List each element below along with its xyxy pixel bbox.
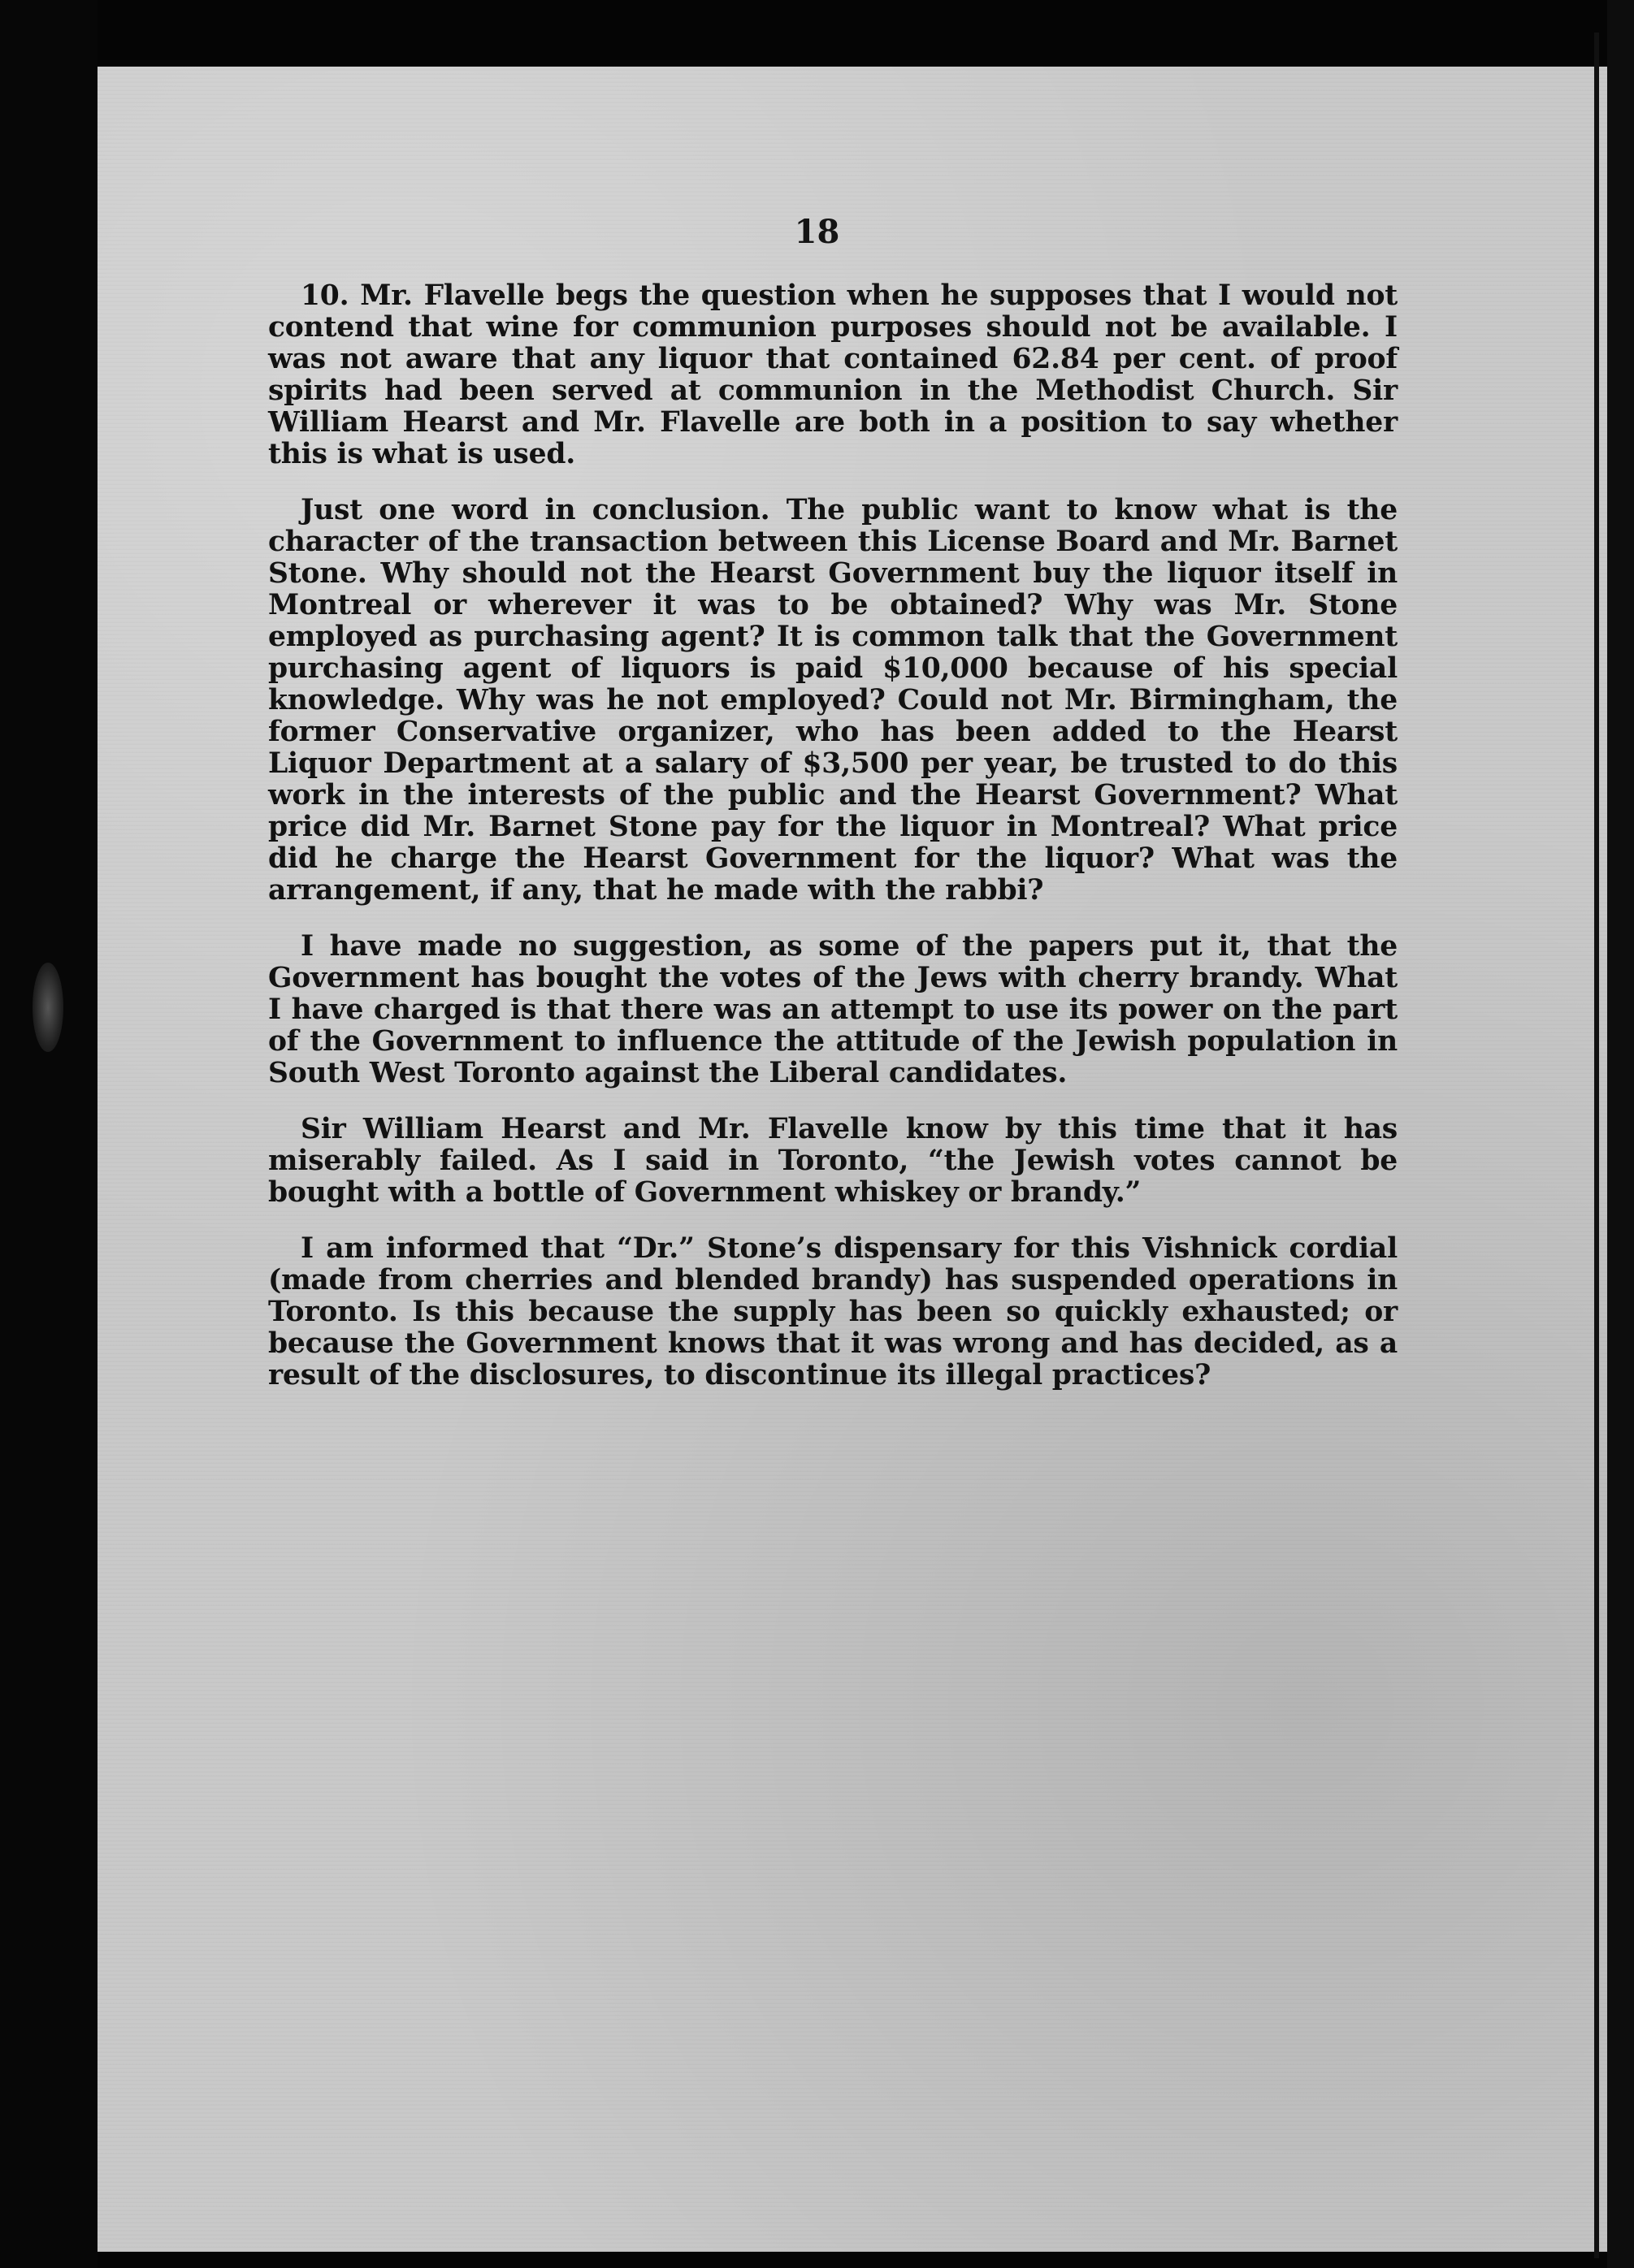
paragraph-2: Just one word in conclusion. The public want to know what is the character of the transaction between this License Board and Mr. Barnet Stone. Why should not the Hearst Government buy the liquor itself in Montreal or wherever it was to be obtained? Why was Mr. Stone employed as purchasing agent? It is common talk that the Government purchasing agent of liquors is paid $10,000 because of his special knowledge. Why was he not employed? Could not Mr. Birmingham, the former Conservative organizer, who has been added to the Hearst Liquor Department at a salary of $3,500 per year, be trusted to do this work in the interests of the public and the Hearst Government? What price did Mr. Barnet Stone pay for the liquor in Montreal? What price did he charge the Hearst Government for the liquor? What was the arrangement, if any, that he made with the rabbi? [268,494,1398,907]
paragraph-5: I am informed that “Dr.” Stone’s dispensary for this Vishnick cordial (made from cherries and blended brandy) has suspended operations in Toronto. Is this because the supply has been so quickly exhausted; or because the Government knows that it was wrong and has decided, as a result of the disclosures, to discontinue its illegal practices? [268,1232,1398,1392]
document-body [268,280,1398,1416]
paragraph-1: 10. Mr. Flavelle begs the question when he supposes that I would not contend that wine for communion purposes should not be available. I was not aware that any liquor that contained 62.84 per cent. of proof spirits had been served at communion in the Methodist Church. Sir William Hearst and Mr. Flavelle are both in a position to say whether this is what is used. [268,279,1398,470]
left-margin-shadow [0,0,98,2268]
page-number: 18 [794,213,840,251]
page-edge-line [1594,32,1599,2258]
paragraph-4: Sir William Hearst and Mr. Flavelle know by this time that it has miserably failed. As I said in Toronto, “the Jewish votes cannot be bought with a bottle of Government whiskey or brandy.” [268,1113,1398,1209]
paragraph-3: I have made no suggestion, as some of the papers put it, that the Government has bought the votes of the Jews with cherry brandy. What I have charged is that there was an attempt to use its power on the part of the Government to influence the attitude of the Jewish population in South West Toronto against the Liberal candidates. [268,930,1398,1089]
right-margin-strip [1607,0,1634,2268]
scan-artifact [33,963,63,1052]
